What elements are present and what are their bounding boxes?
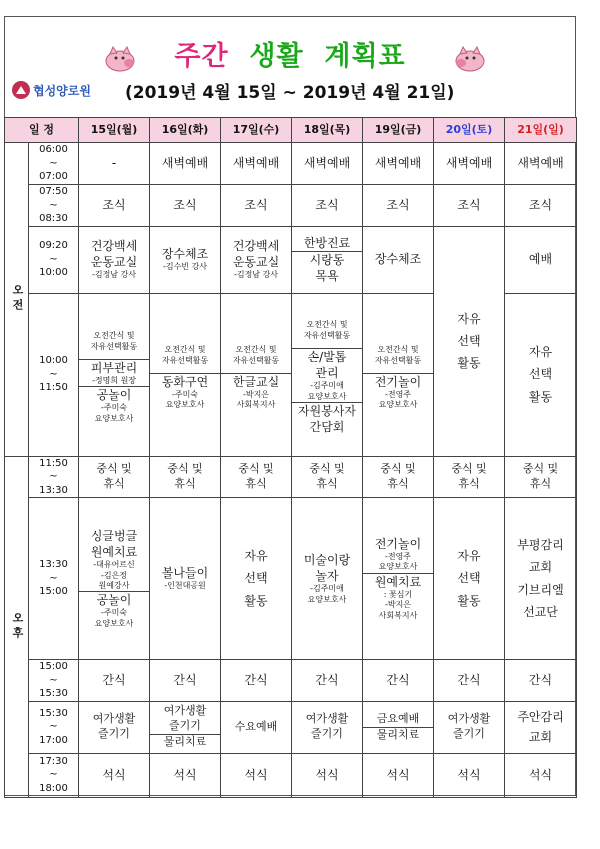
activity-cell: 간식 (150, 660, 221, 702)
activity-title: 중식 및 (522, 461, 559, 475)
activity-title: 휴식 (174, 476, 196, 490)
activity-cell: 간식 (221, 660, 292, 702)
title-word-1: 주간 (174, 41, 229, 72)
activity-title: 운동교실 (90, 255, 138, 270)
activity-sub-cell (221, 373, 291, 411)
activity-title: 놀자 (315, 569, 339, 584)
activity-title: 볼나들이 (161, 566, 209, 581)
activity-instructor: -김정남 강사 (233, 270, 279, 280)
logo (12, 80, 91, 100)
activity-instructor: -김은정 (100, 570, 128, 580)
activity-cell (292, 226, 363, 293)
activity-note: 오전간식 및 (306, 320, 348, 330)
activity-sub-cell (363, 573, 433, 621)
activity-title: 활동 (457, 593, 481, 608)
activity-title: 여가생활 (447, 712, 491, 726)
activity-sub-cell (150, 734, 220, 750)
activity-title: 교회 (528, 560, 553, 575)
activity-sub-cell (150, 339, 220, 373)
activity-title: 휴식 (458, 476, 480, 490)
time-cell (29, 226, 79, 293)
activity-title: 활동 (528, 389, 553, 404)
activity-cell (79, 226, 150, 293)
time-end: 17:00 (39, 734, 68, 746)
activity-cell: 새벽예배 (150, 143, 221, 185)
time-start: 11:50 (39, 457, 68, 469)
activity-cell: 조식 (292, 185, 363, 227)
activity-instructor: -정명희 원장 (91, 375, 137, 385)
activity-title: 싱글벙글 (90, 528, 138, 543)
activity-title: 손/발톱 (307, 349, 347, 364)
activity-cell: 새벽예배 (221, 143, 292, 185)
activity-title: 시랑동 (309, 252, 345, 267)
activity-title: 활동 (457, 356, 481, 371)
activity-title: 휴식 (529, 476, 552, 490)
time-end: 10:00 (39, 267, 68, 279)
time-start: 15:00 (39, 661, 68, 672)
activity-title: 자유 (528, 345, 553, 360)
activity-title: 물리치료 (376, 727, 420, 741)
day-header: 15일(월) (79, 118, 150, 143)
activity-cell (505, 456, 577, 498)
time-cell (29, 456, 79, 498)
time-cell (29, 660, 79, 702)
activity-note: 자유선택활동 (161, 355, 209, 365)
activity-note: 오전간식 및 (235, 345, 277, 355)
activity-title: 금요예배 (376, 711, 420, 725)
time-start: 15:30 (39, 707, 68, 719)
activity-cell (150, 293, 221, 456)
header-label: 일 정 (5, 118, 79, 143)
activity-cell (150, 226, 221, 293)
activity-cell: 석식 (505, 753, 577, 797)
activity-title: 즐기기 (98, 727, 130, 740)
activity-instructor: 요양보호사 (94, 618, 134, 628)
activity-cell (505, 498, 577, 660)
am-label: 오전 (5, 143, 29, 457)
time-end: 08:30 (39, 213, 68, 224)
time-cell (29, 753, 79, 797)
activity-cell (292, 456, 363, 498)
time-end: 07:00 (39, 171, 68, 183)
activity-title: 동화구연 (161, 374, 209, 389)
activity-title: 원예치료 (90, 544, 138, 559)
activity-cell: 새벽예배 (434, 143, 505, 185)
activity-sub-cell (292, 348, 362, 402)
title-word-2: 생활 (249, 41, 304, 72)
activity-cell: 조식 (79, 185, 150, 227)
activity-cell (505, 701, 577, 753)
activity-title: 선택 (244, 571, 268, 586)
activity-title: 전기놀이 (374, 536, 422, 551)
activity-sub-cell (363, 727, 433, 743)
time-end: 18:00 (39, 782, 68, 794)
activity-instructor: 사회복지사 (378, 610, 418, 620)
activity-cell: 새벽예배 (363, 143, 434, 185)
activity-title: 휴식 (387, 476, 409, 490)
time-start: 17:30 (39, 755, 68, 767)
activity-sub-cell (363, 712, 433, 727)
activity-sub-cell (79, 359, 149, 387)
activity-cell: 간식 (505, 660, 577, 702)
table-row (5, 753, 577, 797)
activity-title: 즐기기 (169, 719, 201, 733)
activity-note: 자유선택활동 (90, 341, 138, 351)
day-header-sunday: 21일(일) (505, 118, 577, 143)
activity-cell (150, 701, 221, 753)
activity-instructor: 요양보호사 (378, 562, 418, 572)
activity-note: 자유선택활동 (303, 330, 351, 340)
activity-title: 중식 및 (451, 461, 487, 475)
activity-instructor: 요양보호사 (94, 413, 134, 423)
activity-sub-cell (363, 536, 433, 573)
activity-title: 한방진료 (303, 235, 351, 250)
activity-cell: 석식 (79, 753, 150, 797)
activity-title: 한글교실 (232, 374, 280, 389)
activity-title: 중식 및 (380, 461, 416, 475)
activity-cell: 석식 (363, 753, 434, 797)
activity-sub-cell (221, 339, 291, 373)
activity-title: 부평감리 (517, 538, 564, 553)
activity-title: 자유 (457, 311, 481, 326)
activity-cell: - (79, 143, 150, 185)
activity-sub-cell (292, 314, 362, 348)
activity-title: 미술이랑 (303, 552, 351, 567)
time-end: 15:00 (39, 586, 68, 598)
logo-text: 협성양로원 (33, 83, 91, 98)
activity-instructor: -김정남 강사 (91, 270, 137, 280)
activity-cell: 새벽예배 (505, 143, 577, 185)
time-sep: ~ (49, 253, 58, 265)
pig-icon (452, 46, 488, 72)
activity-title: 목욕 (315, 269, 339, 284)
day-header: 16일(화) (150, 118, 221, 143)
activity-title: 여가생활 (163, 704, 207, 718)
activity-title: 공놀이 (96, 388, 132, 403)
house-icon (12, 81, 30, 99)
activity-cell (221, 226, 292, 293)
activity-cell: 조식 (434, 185, 505, 227)
activity-cell (505, 293, 577, 456)
activity-title: 중식 및 (96, 461, 132, 475)
activity-note: 오전간식 및 (93, 331, 135, 341)
activity-note: 오전간식 및 (377, 345, 419, 355)
day-header: 18일(목) (292, 118, 363, 143)
activity-sub-cell (292, 251, 362, 284)
activity-instructor: -김수빈 강사 (162, 262, 208, 272)
schedule-table (4, 117, 577, 798)
table-row (5, 498, 577, 660)
activity-sub-cell (150, 373, 220, 411)
activity-cell: 간식 (363, 660, 434, 702)
activity-title: 기브리엘 (517, 582, 564, 597)
day-header: 17일(수) (221, 118, 292, 143)
activity-sub-cell (79, 528, 149, 592)
activity-instructor: 원예강사 (98, 580, 130, 590)
activity-title: 활동 (244, 593, 268, 608)
page-title (4, 34, 576, 73)
activity-cell: 장수체조 (363, 226, 434, 293)
activity-instructor: 사회복지사 (236, 400, 276, 410)
activity-cell (221, 498, 292, 660)
activity-title: 간담회 (309, 420, 345, 435)
activity-title: 선택 (457, 333, 481, 348)
time-sep: ~ (49, 769, 58, 781)
activity-sub-cell (292, 402, 362, 435)
activity-instructor: -대유어르신 (93, 560, 135, 570)
activity-title: 피부관리 (90, 360, 138, 375)
activity-sub-cell (79, 325, 149, 359)
activity-instructor: -주미숙 (171, 389, 199, 399)
time-cell (29, 498, 79, 660)
activity-title: 공놀이 (96, 593, 132, 608)
activity-title: 휴식 (316, 476, 338, 490)
activity-cell (434, 498, 505, 660)
activity-sub-cell (363, 373, 433, 411)
activity-instructor: : 꽃심기 (383, 589, 413, 599)
time-sep: ~ (49, 721, 58, 733)
header-row (5, 118, 577, 143)
title-area (4, 16, 576, 72)
activity-title: 여가생활 (92, 712, 136, 726)
activity-title: 중식 및 (309, 461, 345, 475)
activity-title: 중식 및 (167, 461, 203, 475)
activity-cell (79, 293, 150, 456)
time-start: 10:00 (39, 355, 68, 367)
activity-cell (363, 701, 434, 753)
activity-title: 휴식 (103, 476, 125, 490)
table-row (5, 143, 577, 185)
time-sep: ~ (49, 572, 58, 584)
activity-cell: 석식 (150, 753, 221, 797)
activity-cell (79, 498, 150, 660)
activity-title: 선교단 (523, 604, 558, 619)
activity-instructor: 요양보호사 (165, 400, 205, 410)
activity-title: 자원봉사자 (298, 403, 356, 418)
activity-instructor: -박지은 (242, 389, 270, 399)
activity-sub-cell (150, 704, 220, 734)
activity-title: 물리치료 (163, 734, 207, 748)
activity-cell (79, 701, 150, 753)
activity-cell: 간식 (434, 660, 505, 702)
activity-instructor: -전영주 (384, 552, 412, 562)
activity-title: 자유 (244, 549, 268, 564)
activity-title: 건강백세 (232, 239, 280, 254)
activity-cell: 간식 (292, 660, 363, 702)
activity-note: 자유선택활동 (232, 355, 280, 365)
activity-sub-cell (79, 386, 149, 424)
time-end: 15:30 (39, 688, 68, 699)
time-start: 06:00 (39, 144, 68, 156)
activity-title: 선택 (457, 571, 481, 586)
table-row (5, 701, 577, 753)
activity-title: 전기놀이 (374, 374, 422, 389)
activity-title: 건강백세 (90, 239, 138, 254)
time-end: 11:50 (39, 382, 68, 394)
time-end: 13:30 (39, 484, 68, 496)
activity-cell (363, 456, 434, 498)
activity-cell: 석식 (292, 753, 363, 797)
activity-title: 자유 (457, 549, 481, 564)
activity-cell (292, 498, 363, 660)
activity-instructor: 요양보호사 (307, 594, 347, 604)
activity-cell (434, 226, 505, 456)
activity-title: 즐기기 (311, 727, 343, 740)
activity-sub-cell (79, 591, 149, 629)
day-header: 19일(금) (363, 118, 434, 143)
activity-cell (434, 701, 505, 753)
activity-instructor: -박지은 (384, 600, 412, 610)
activity-note: 오전간식 및 (164, 345, 206, 355)
time-sep: ~ (49, 471, 58, 482)
activity-cell (79, 456, 150, 498)
activity-cell: 간식 (79, 660, 150, 702)
activity-instructor: -인천대공원 (164, 581, 206, 591)
table-row (5, 456, 577, 498)
time-start: 07:50 (39, 186, 68, 197)
activity-title: 중식 및 (238, 461, 274, 475)
activity-cell: 석식 (221, 753, 292, 797)
time-sep: ~ (49, 674, 58, 686)
activity-cell (221, 293, 292, 456)
activity-instructor: -주미숙 (100, 608, 128, 618)
time-sep: ~ (49, 199, 58, 211)
activity-cell (150, 456, 221, 498)
activity-cell: 조식 (150, 185, 221, 227)
activity-cell: 예배 (505, 226, 577, 293)
activity-title: 관리 (315, 365, 339, 380)
title-word-3: 계획표 (324, 41, 406, 72)
activity-title: 휴식 (245, 476, 267, 490)
day-header-saturday: 20일(토) (434, 118, 505, 143)
activity-cell (363, 293, 434, 456)
table-row (5, 660, 577, 702)
activity-title: 선택 (528, 367, 553, 382)
activity-instructor: 요양보호사 (307, 391, 347, 401)
activity-instructor: -김주미애 (310, 584, 344, 594)
activity-instructor: -전영주 (384, 389, 412, 399)
activity-cell (434, 456, 505, 498)
time-cell (29, 143, 79, 185)
period-text: (2019년 4월 15일 ~ 2019년 4월 21일) (125, 83, 455, 103)
activity-sub-cell (363, 339, 433, 373)
activity-instructor: -주미숙 (100, 403, 128, 413)
activity-instructor: 요양보호사 (378, 400, 418, 410)
time-start: 13:30 (39, 559, 68, 571)
activity-note: 자유선택활동 (374, 355, 422, 365)
activity-title: 운동교실 (232, 255, 280, 270)
activity-cell: 조식 (363, 185, 434, 227)
activity-instructor: -김주미애 (310, 381, 344, 391)
activity-cell: 조식 (221, 185, 292, 227)
time-sep: ~ (49, 157, 58, 169)
activity-title: 여가생활 (305, 712, 349, 726)
activity-cell (292, 701, 363, 753)
table-row (5, 226, 577, 293)
time-cell (29, 293, 79, 456)
activity-title: 교회 (528, 730, 553, 744)
time-cell (29, 185, 79, 227)
activity-cell (150, 498, 221, 660)
activity-title: 원예치료 (374, 574, 422, 589)
activity-cell: 석식 (434, 753, 505, 797)
activity-cell (292, 293, 363, 456)
activity-cell (363, 498, 434, 660)
activity-title: 즐기기 (453, 727, 485, 740)
activity-cell (221, 456, 292, 498)
time-cell (29, 701, 79, 753)
table-row (5, 185, 577, 227)
pm-label: 오후 (5, 456, 29, 797)
time-start: 09:20 (39, 240, 68, 252)
time-sep: ~ (49, 368, 58, 380)
activity-cell: 수요예배 (221, 701, 292, 753)
activity-title: 장수체조 (161, 247, 209, 262)
activity-title: 주안감리 (517, 709, 564, 724)
activity-cell: 새벽예배 (292, 143, 363, 185)
activity-cell: 조식 (505, 185, 577, 227)
